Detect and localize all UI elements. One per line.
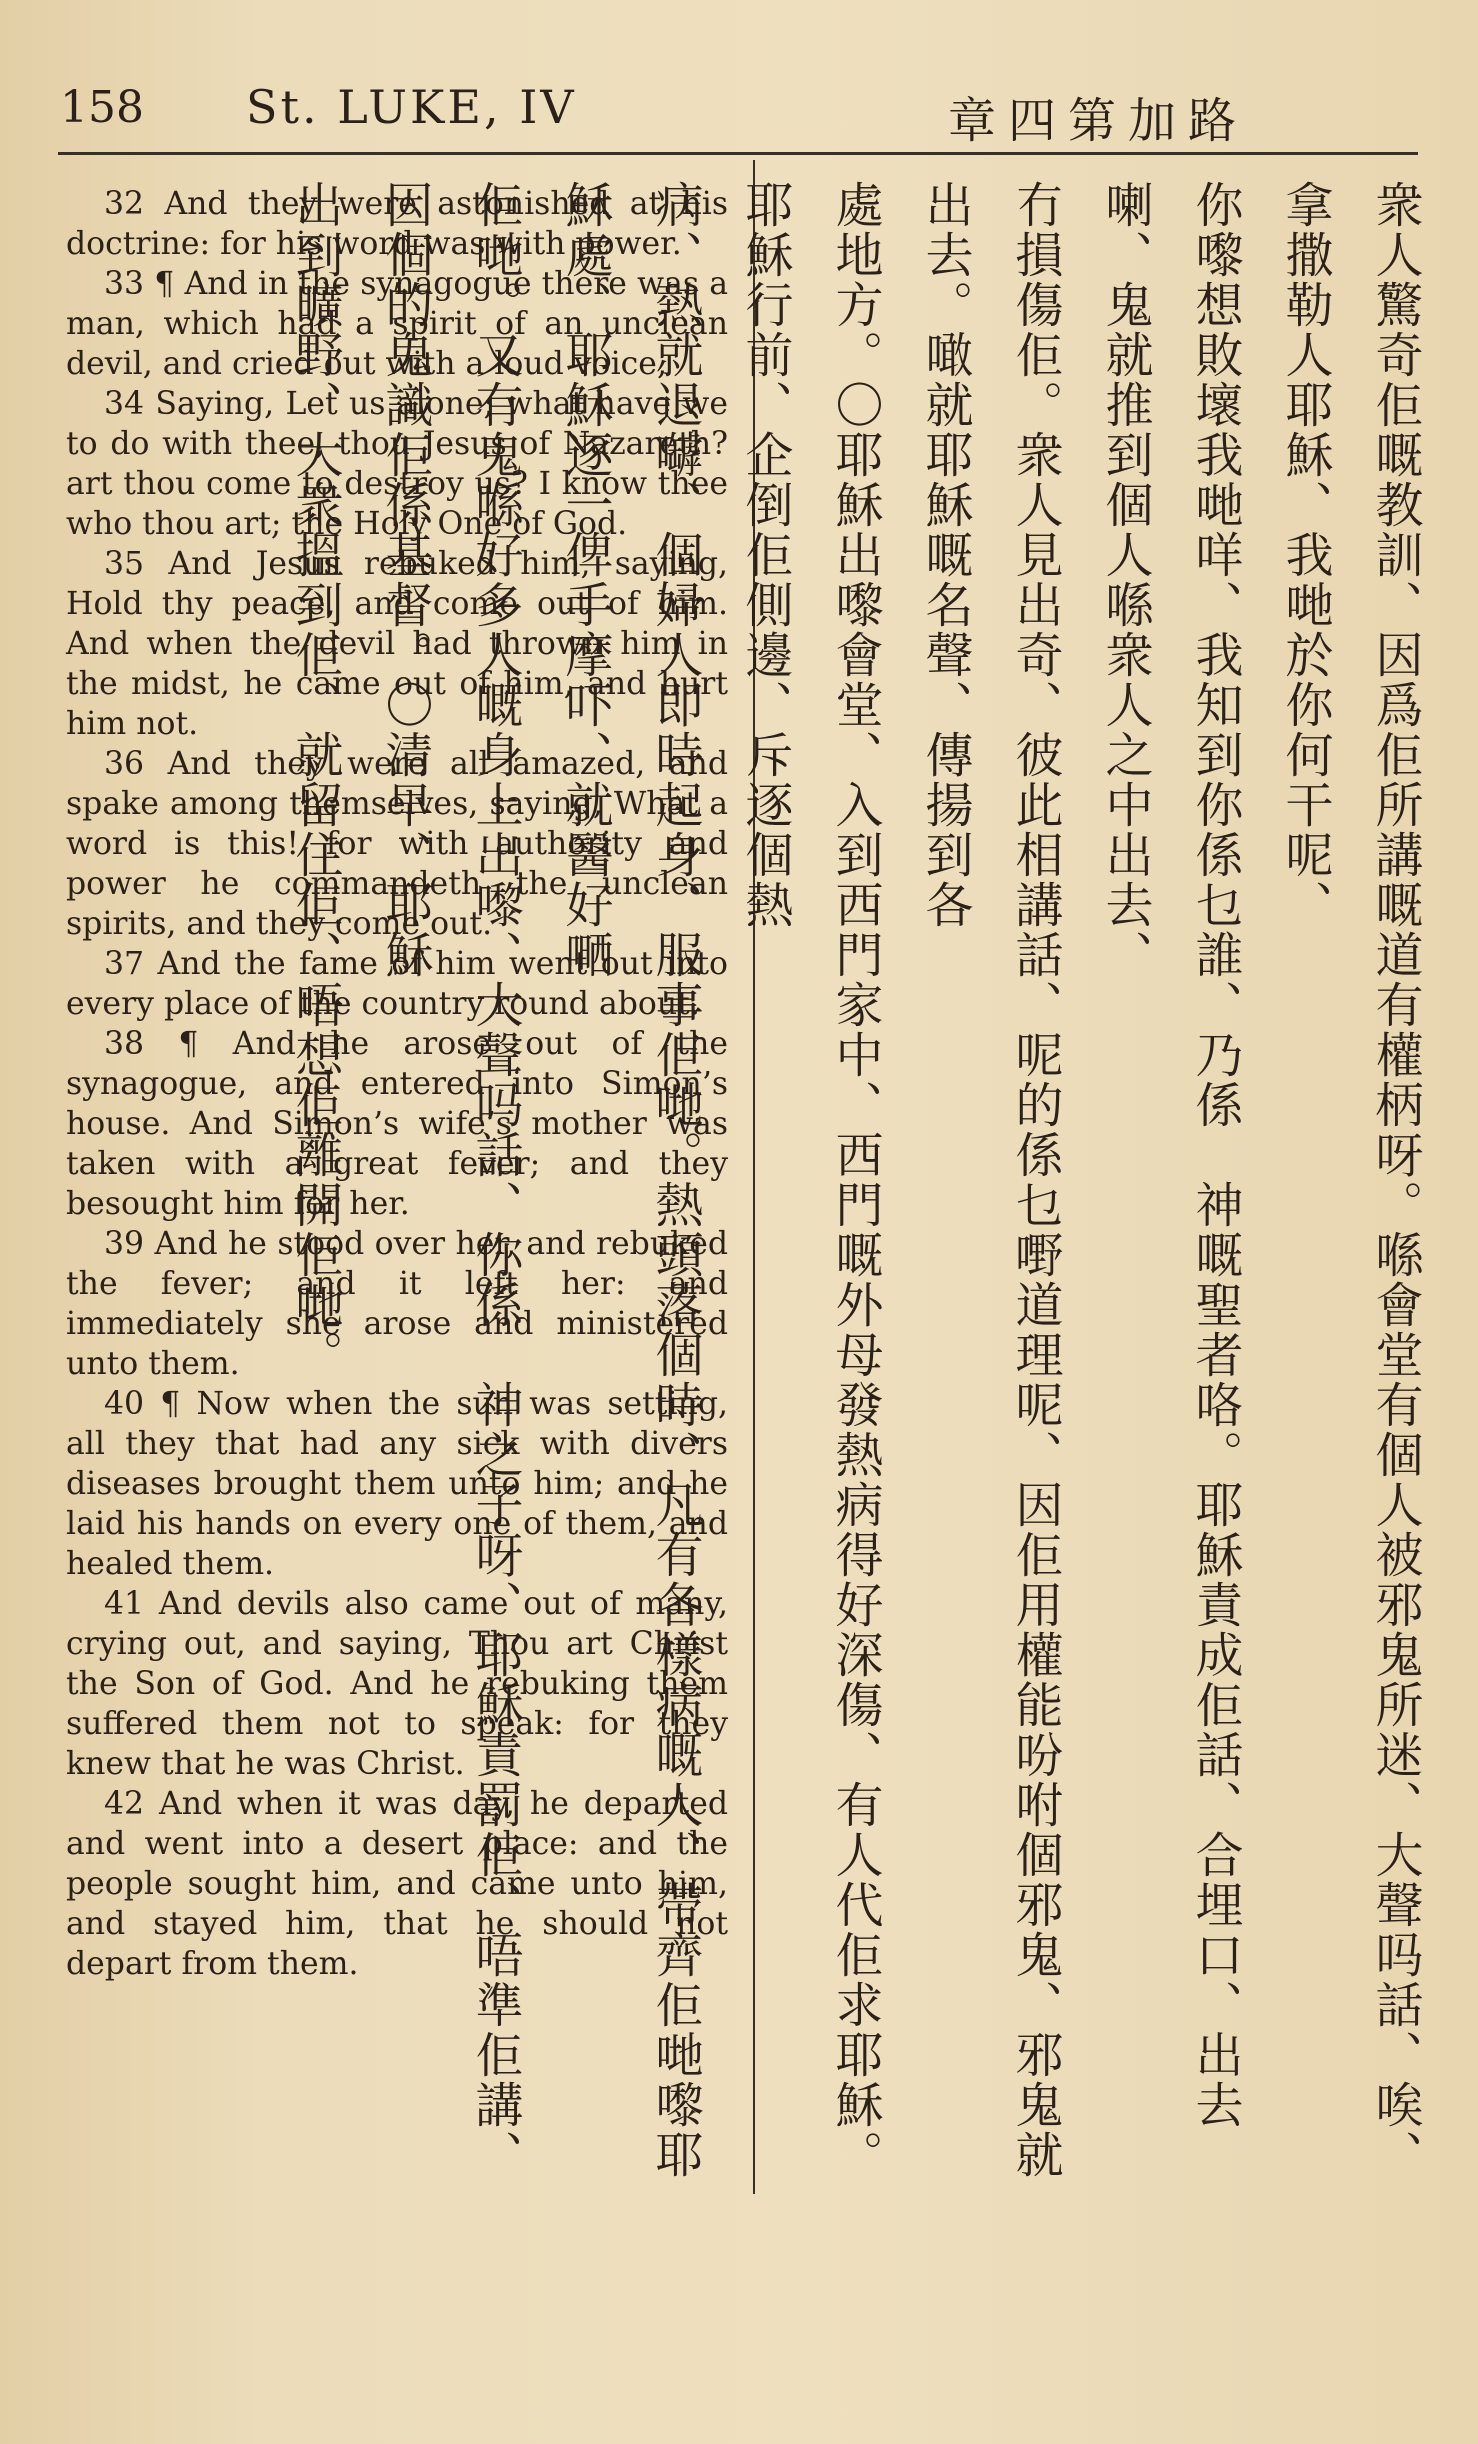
- verse-40: 40 ¶ Now when the sun was setting, all they that had any sick with divers diseases brought them unto him; and he laid his hands on every one of them, and healed them.: [66, 1386, 728, 1582]
- verse-39: 39 And he stood over her, and rebuked the fever; and it left her: and immediately she arose and ministered unto them.: [66, 1226, 728, 1382]
- chinese-line: 衆人驚奇佢嘅教訓、因爲佢所講嘅道有權柄呀。喺會堂有個人被邪鬼所迷、大聲吗話、唉、拿撒勒人耶穌、我哋於你何干呢、: [1277, 180, 1423, 2180]
- header-rule: [58, 152, 1418, 155]
- verse-41: 41 And devils also came out of many, crying out, and saying, Thou art Christ the Son of God. And he rebuking them suffered them not to speak: for they knew that he was Christ.: [66, 1586, 728, 1782]
- page-number: 158: [60, 82, 144, 133]
- verse-37: 37 And the fame of him went out into every place of the country round about.: [66, 946, 728, 1022]
- verse-42: 42 And when it was day, he departed and went into a desert place: and the people sought him, and came unto him, and stayed him, that he should not depart from them.: [66, 1786, 728, 1982]
- chinese-line: 病、熱就退嚹、個婦人即時起身、服事佢哋。熱頭落個時、凡有各樣病嘅人、帶齊佢哋嚟耶穌處、耶穌逐一俾手摩吓、就醫好嗮: [557, 180, 703, 2180]
- verse-32: 32 And they were astonished at his doctrine: for his word was with power.: [66, 186, 728, 262]
- verse-34: 34 Saying, Let us alone; what have we to do with thee, thou Jesus of Nazareth? art thou come to destroy us? I know thee who thou art; the Holy One of God.: [66, 386, 728, 542]
- verse-36: 36 And they were all amazed, and spake among themselves, saying, What a word is this! for with authority and power he commandeth the unclean spirits, and they come out.: [66, 746, 728, 942]
- chinese-line: 佢哋。又有鬼喺好多人嘅身上出嚟、大聲吗話、你係 神之子呀、耶穌責罰佢、唔準佢講、因個的鬼識佢係基督。〇清早、耶穌: [377, 180, 523, 2180]
- running-title: St. LUKE, IV: [246, 80, 577, 134]
- chinese-line: 出到曠野、大衆搵到佢、就留住佢、唔想佢離開佢哋。: [287, 180, 343, 1380]
- chinese-running-title: 章四第加路: [948, 93, 1249, 149]
- chinese-line: 處地方。〇耶穌出嚟會堂、入到西門家中、西門嘅外母發熱病得好深傷、有人代佢求耶穌。耶穌行前、企倒佢側邊、斥逐個熱: [737, 180, 883, 2180]
- verse-38: 38 ¶ And he arose out of the synagogue, and entered into Simon’s house. And Simon’s wife’s mother was taken with a great fever; and they besought him for her.: [66, 1026, 728, 1222]
- verse-33: 33 ¶ And in the synagogue there was a man, which had a spirit of an unclean devil, and cried out with a loud voice,: [66, 266, 728, 382]
- chinese-line: 你嚟想敗壞我哋咩、我知到你係乜誰、乃係 神嘅聖者咯。耶穌責成佢話、合埋口、出去喇、鬼就推到個人喺衆人之中出去、: [1097, 180, 1243, 2130]
- chinese-line: 冇損傷佢。衆人見出奇、彼此相講話、呢的係乜嘢道理呢、因佢用權能吩咐個邪鬼、邪鬼就出去。噉就耶穌嘅名聲、傳揚到各: [917, 180, 1063, 2180]
- verse-35: 35 And Jesus rebuked him, saying, Hold thy peace, and come out of him. And when the devil had thrown him in the midst, he came out of him, and hurt him not.: [66, 546, 728, 742]
